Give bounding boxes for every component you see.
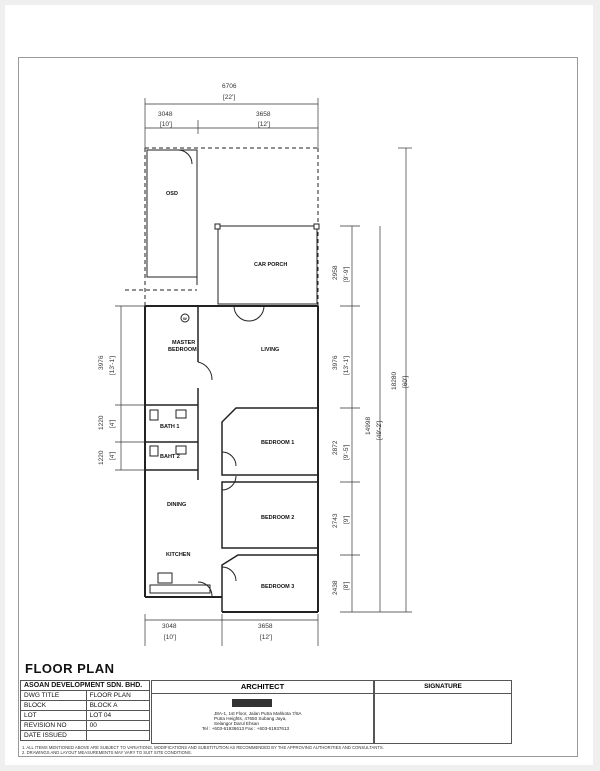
room-label-kitchen: KITCHEN bbox=[166, 552, 191, 558]
column bbox=[314, 224, 319, 229]
dim-overall-length: 18280 bbox=[391, 371, 398, 390]
dim-left-2: 1220 bbox=[98, 415, 105, 430]
row-value: FLOOR PLAN bbox=[86, 691, 149, 701]
room-label-living: LIVING bbox=[261, 347, 280, 353]
sink bbox=[158, 573, 172, 583]
signature-box bbox=[374, 680, 512, 744]
dim-bottom-right-ft: [12'] bbox=[260, 634, 273, 641]
dim-bottom-right: 3658 bbox=[258, 623, 273, 630]
signature-label: SIGNATURE bbox=[375, 681, 511, 694]
toilet bbox=[150, 410, 158, 420]
room-label-master-bedroom: MASTER bbox=[172, 340, 196, 346]
dim-overall-length-ft: [60'] bbox=[402, 375, 409, 388]
basin bbox=[176, 446, 186, 454]
dim-right-1: 2958 bbox=[332, 265, 339, 280]
dim-mid-total: 14998 bbox=[365, 416, 372, 435]
basin bbox=[176, 410, 186, 418]
dim-left-width: 3048 bbox=[158, 111, 173, 118]
architect-label: ARCHITECT bbox=[152, 681, 373, 694]
dim-left-1-ft: [13'-1'] bbox=[109, 355, 116, 375]
row-label: DATE ISSUED bbox=[21, 731, 87, 741]
kitchen-counter bbox=[150, 585, 210, 593]
dim-overall-width: 6706 bbox=[222, 83, 237, 90]
architect-address-2: Putra Heights, 47650 Subang Jaya, bbox=[214, 716, 287, 721]
note-2: 2. DRAWINGS AND LAYOUT MEASUREMENTS MAY VARY TO SUIT SITE CONDITIONS. bbox=[22, 750, 192, 755]
dim-mid-total-ft: [49'-2'] bbox=[376, 420, 383, 440]
dim-left-width-ft: [10'] bbox=[160, 121, 173, 128]
room-label-master-bedroom-2: BEDROOM bbox=[168, 347, 197, 353]
osd-area bbox=[147, 150, 197, 277]
architect-address: J8A-1, 1st Floor, Jalan Putra Mahkota 7/6A bbox=[214, 711, 302, 716]
dim-right-4-ft: [9'] bbox=[343, 515, 350, 524]
door-swing bbox=[222, 567, 236, 581]
title-block-row bbox=[21, 731, 150, 741]
architect-details bbox=[162, 695, 362, 743]
door-swing bbox=[178, 150, 192, 164]
title-block-row bbox=[21, 691, 150, 701]
room-label-bath2: BAHT 2 bbox=[160, 454, 180, 460]
title-block-table bbox=[20, 680, 150, 741]
door-swing bbox=[198, 362, 212, 380]
notes bbox=[22, 745, 384, 755]
note-1: 1. ALL ITEMS MENTIONED ABOVE ARE SUBJECT TO VARIATIONS, MODIFICATIONS AND SUBSTITUTION AS RECOMMENDED BY THE APPROVING AUTHORITIES AND CONSULTANTS. bbox=[22, 745, 384, 750]
company-name: ASOAN DEVELOPMENT SDN. BHD. bbox=[21, 681, 150, 691]
dim-right-2: 3976 bbox=[332, 355, 339, 370]
dim-bottom-left-ft: [10'] bbox=[164, 634, 177, 641]
title-block-row bbox=[21, 711, 150, 721]
dim-right-3: 2872 bbox=[332, 440, 339, 455]
room-label-bath1: BATH 1 bbox=[160, 424, 180, 430]
dim-right-width-ft: [12'] bbox=[258, 121, 271, 128]
door-swing bbox=[222, 476, 236, 490]
dim-bottom-left: 3048 bbox=[162, 623, 177, 630]
drawing-title: FLOOR PLAN bbox=[25, 661, 115, 676]
row-label: LOT bbox=[21, 711, 87, 721]
row-label: REVISION NO bbox=[21, 721, 87, 731]
row-value: 00 bbox=[86, 721, 149, 731]
room-label-dining: DINING bbox=[167, 502, 187, 508]
dim-right-1-ft: [9'-9'] bbox=[343, 266, 350, 282]
dim-overall-width-ft: [22'] bbox=[223, 94, 236, 101]
title-block-row bbox=[21, 721, 150, 731]
door-swing bbox=[249, 306, 264, 321]
room-label-bedroom3: BEDROOM 3 bbox=[261, 584, 295, 590]
dim-right-5-ft: [8'] bbox=[343, 581, 350, 590]
room-label-bedroom1: BEDROOM 1 bbox=[261, 440, 295, 446]
dim-left-3-ft: [4'] bbox=[109, 451, 116, 460]
dim-left-2-ft: [4'] bbox=[109, 419, 116, 428]
row-value: LOT 04 bbox=[86, 711, 149, 721]
architect-box bbox=[151, 680, 374, 744]
dim-right-3-ft: [9'-5'] bbox=[343, 444, 350, 460]
wardrobe-label: W bbox=[183, 316, 187, 321]
architect-logo bbox=[232, 699, 272, 707]
row-label: BLOCK bbox=[21, 701, 87, 711]
architect-contact: Tel : +603-61936613 Fax : +603-61937613 bbox=[202, 726, 290, 731]
room-label-car-porch: CAR PORCH bbox=[254, 262, 288, 268]
dim-right-width: 3658 bbox=[256, 111, 271, 118]
toilet bbox=[150, 446, 158, 456]
dim-left-1: 3976 bbox=[98, 355, 105, 370]
dim-right-4: 2743 bbox=[332, 513, 339, 528]
title-block-row bbox=[21, 701, 150, 711]
row-label: DWG TITLE bbox=[21, 691, 87, 701]
room-label-bedroom2: BEDROOM 2 bbox=[261, 515, 295, 521]
architect-address-3: Selangor Darul Ehsan bbox=[214, 721, 259, 726]
door-swing bbox=[234, 306, 249, 321]
room-label-osd: OSD bbox=[166, 191, 178, 197]
row-value: BLOCK A bbox=[86, 701, 149, 711]
dim-left-3: 1220 bbox=[98, 450, 105, 465]
door-swing bbox=[222, 452, 236, 466]
row-value bbox=[86, 731, 149, 741]
dim-right-2-ft: [13'-1'] bbox=[343, 355, 350, 375]
column bbox=[215, 224, 220, 229]
dim-right-5: 2438 bbox=[332, 580, 339, 595]
